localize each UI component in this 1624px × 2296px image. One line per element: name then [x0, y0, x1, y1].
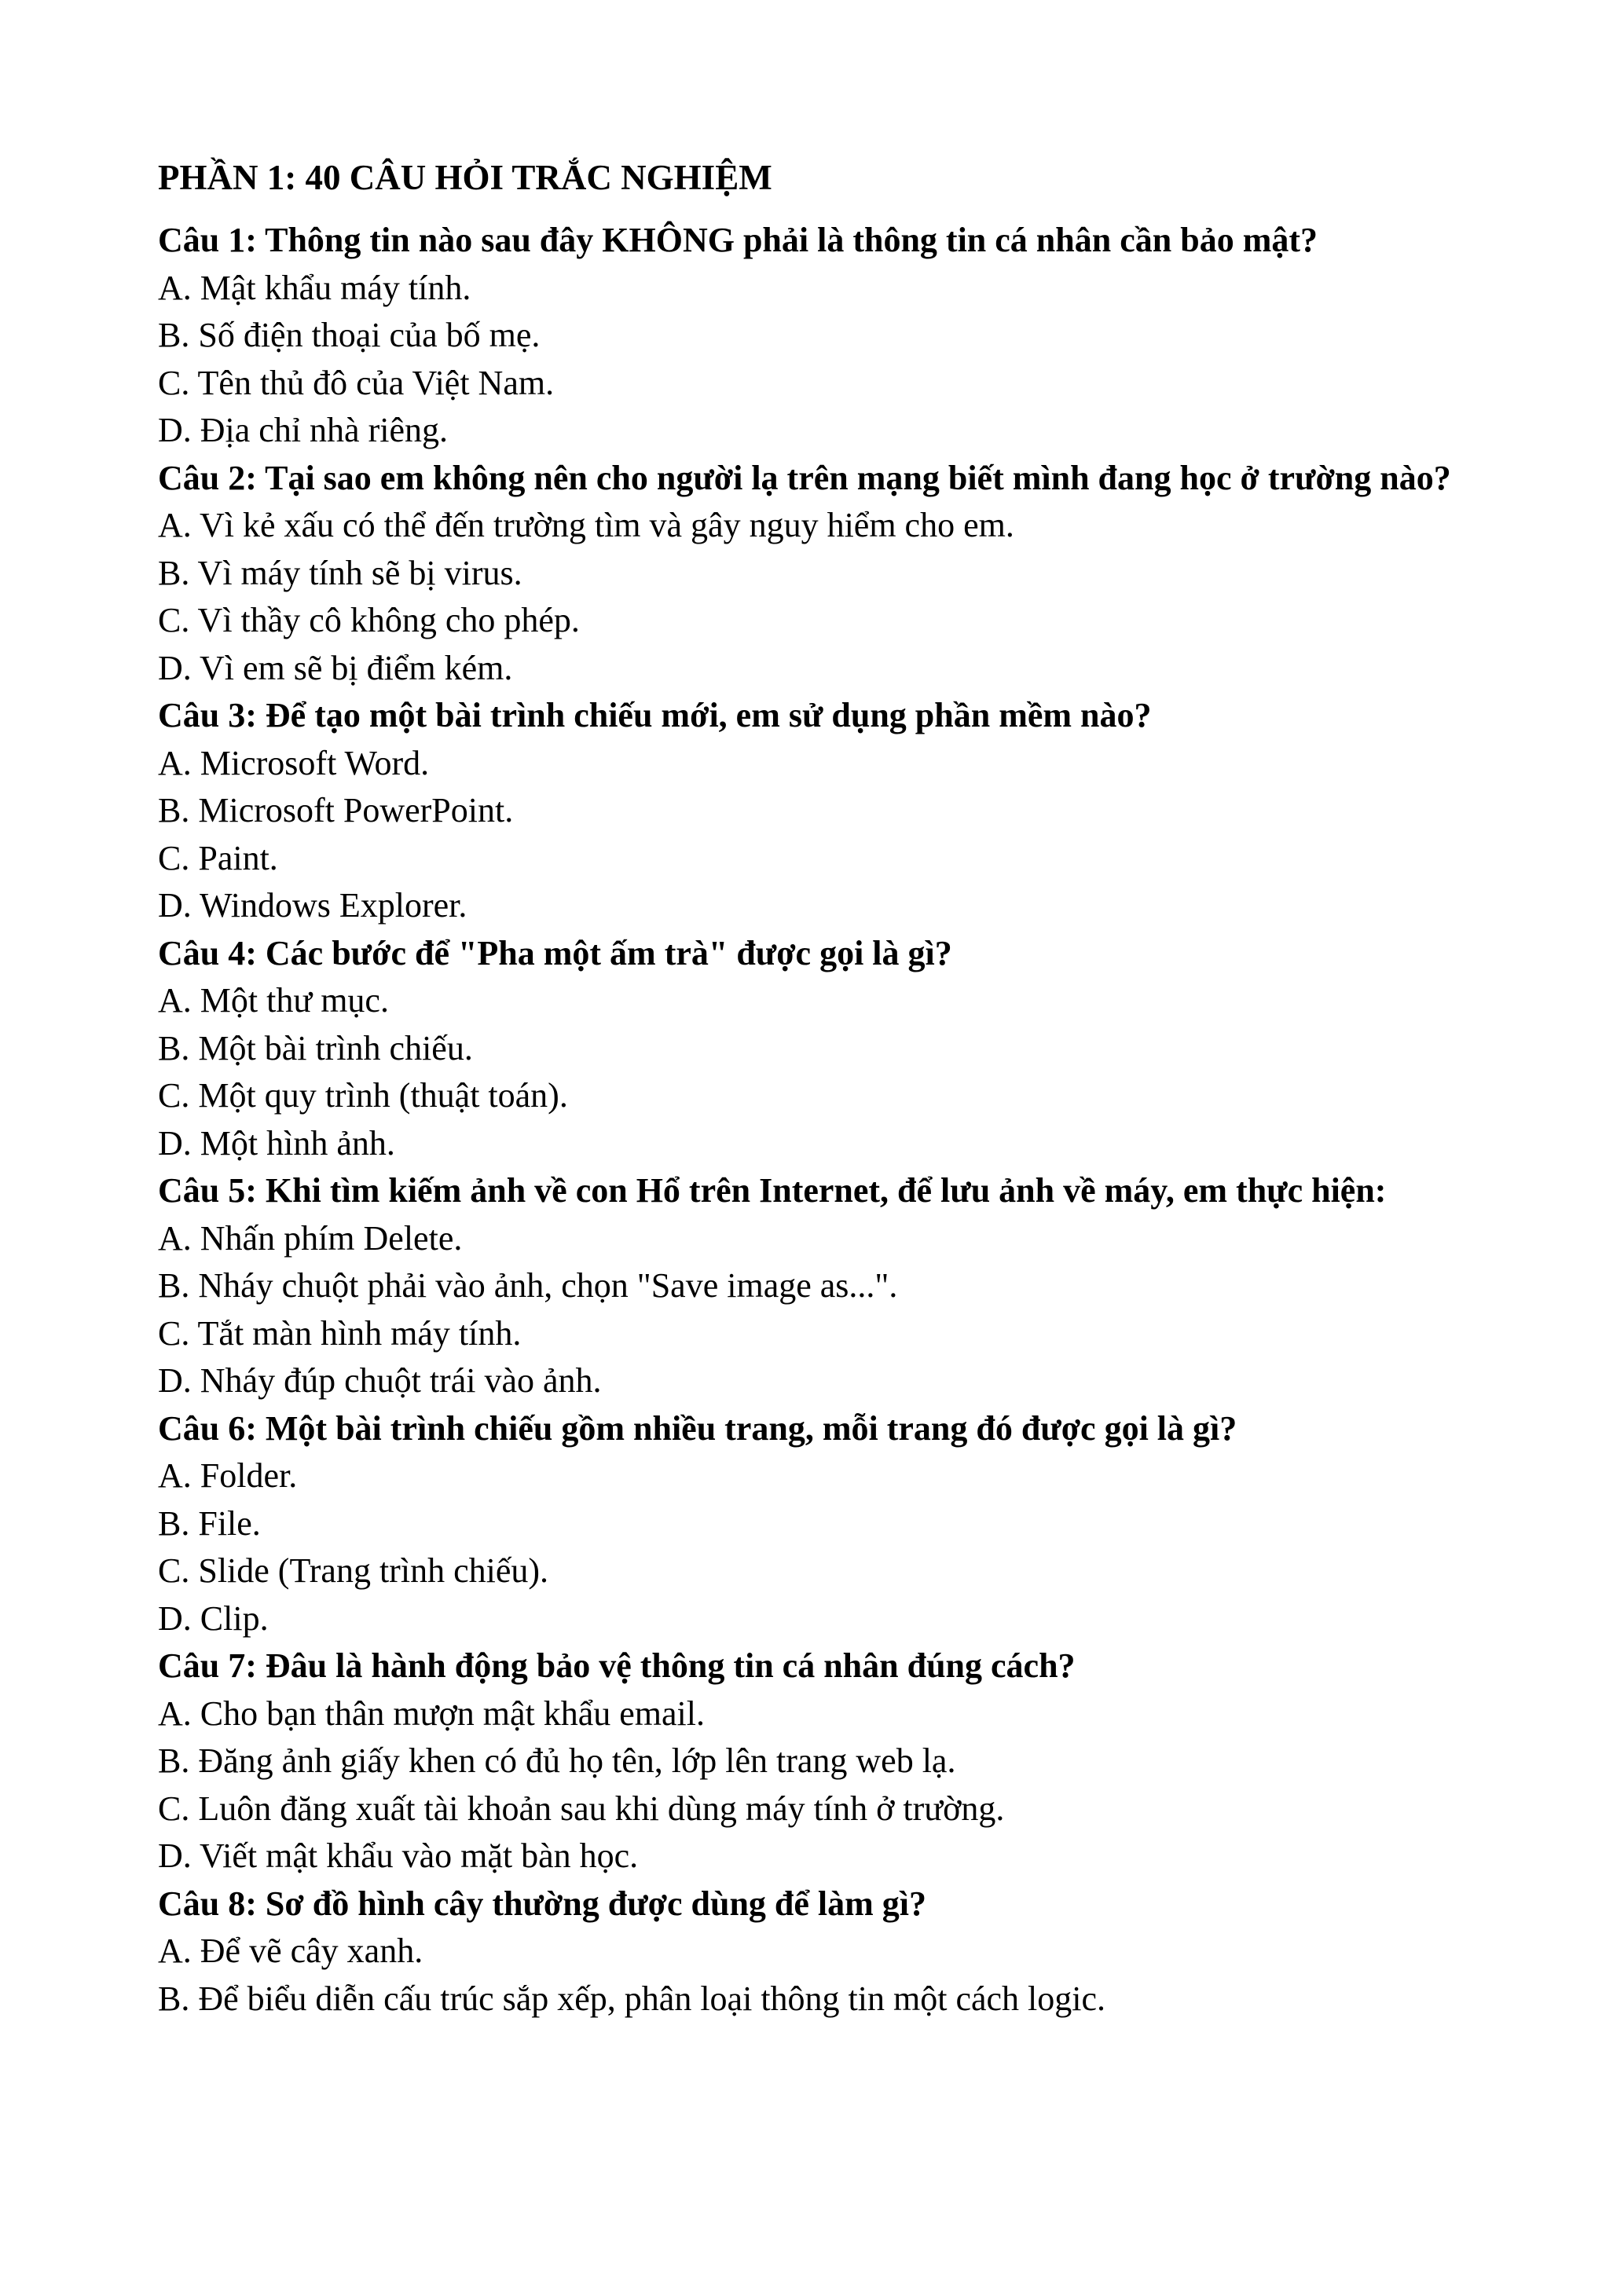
- answer-option: C. Một quy trình (thuật toán).: [158, 1076, 568, 1115]
- answer-option: D. Clip.: [158, 1598, 269, 1638]
- answer-option: C. Vì thầy cô không cho phép.: [158, 601, 580, 639]
- question-2: [158, 455, 1494, 693]
- answer-option: A. Cho bạn thân mượn mật khẩu email.: [158, 1694, 705, 1733]
- question-text: Câu 7: Đâu là hành động bảo vệ thông tin cá nhân đúng cách?: [158, 1646, 1076, 1685]
- answer-option: A. Vì kẻ xấu có thể đến trường tìm và gây nguy hiểm cho em.: [158, 506, 1014, 544]
- answer-option: B. Vì máy tính sẽ bị virus.: [158, 553, 522, 592]
- answer-option: D. Vì em sẽ bị điểm kém.: [158, 648, 513, 687]
- answer-option: B. Một bài trình chiếu.: [158, 1028, 473, 1067]
- document-page: [158, 154, 1494, 2023]
- question-4: [158, 930, 1494, 1168]
- answer-option: C. Luôn đăng xuất tài khoản sau khi dùng máy tính ở trường.: [158, 1789, 1005, 1828]
- answer-option: B. Để biểu diễn cấu trúc sắp xếp, phân loại thông tin một cách logic.: [158, 1979, 1106, 2018]
- question-text: Câu 3: Để tạo một bài trình chiếu mới, em sử dụng phần mềm nào?: [158, 696, 1152, 734]
- answer-option: B. Đăng ảnh giấy khen có đủ họ tên, lớp lên trang web lạ.: [158, 1741, 956, 1780]
- answer-option: A. Mật khẩu máy tính.: [158, 268, 471, 307]
- question-3: [158, 692, 1494, 930]
- answer-option: D. Nháy đúp chuột trái vào ảnh.: [158, 1361, 602, 1400]
- answer-option: C. Tên thủ đô của Việt Nam.: [158, 363, 555, 402]
- answer-option: A. Để vẽ cây xanh.: [158, 1932, 423, 1970]
- answer-option: A. Folder.: [158, 1456, 298, 1495]
- question-7: [158, 1642, 1494, 1880]
- question-text: Câu 5: Khi tìm kiếm ảnh về con Hổ trên Internet, để lưu ảnh về máy, em thực hiện:: [158, 1171, 1387, 1210]
- question-8: [158, 1880, 1494, 2023]
- question-text: Câu 1: Thông tin nào sau đây KHÔNG phải là thông tin cá nhân cần bảo mật?: [158, 221, 1318, 259]
- answer-option: D. Một hình ảnh.: [158, 1123, 395, 1163]
- question-1: [158, 217, 1494, 455]
- question-list: [158, 217, 1494, 2023]
- question-text: Câu 6: Một bài trình chiếu gồm nhiều trang, mỗi trang đó được gọi là gì?: [158, 1408, 1237, 1448]
- question-text: Câu 2: Tại sao em không nên cho người lạ trên mạng biết mình đang học ở trường nào?: [158, 458, 1451, 497]
- answer-option: A. Một thư mục.: [158, 981, 389, 1020]
- section-title: PHẦN 1: 40 CÂU HỎI TRẮC NGHIỆM: [158, 158, 772, 197]
- answer-option: D. Viết mật khẩu vào mặt bàn học.: [158, 1836, 639, 1875]
- answer-option: C. Slide (Trang trình chiếu).: [158, 1551, 548, 1590]
- question-text: Câu 8: Sơ đồ hình cây thường được dùng để làm gì?: [158, 1884, 927, 1923]
- question-6: [158, 1405, 1494, 1643]
- answer-option: C. Tắt màn hình máy tính.: [158, 1313, 522, 1353]
- answer-option: A. Microsoft Word.: [158, 743, 430, 782]
- answer-option: B. Microsoft PowerPoint.: [158, 791, 514, 829]
- answer-option: D. Windows Explorer.: [158, 886, 467, 925]
- answer-option: A. Nhấn phím Delete.: [158, 1218, 463, 1258]
- answer-option: B. Số điện thoại của bố mẹ.: [158, 316, 541, 354]
- question-text: Câu 4: Các bước để "Pha một ấm trà" được gọi là gì?: [158, 933, 952, 972]
- question-5: [158, 1167, 1494, 1405]
- answer-option: D. Địa chỉ nhà riêng.: [158, 411, 448, 449]
- answer-option: B. Nháy chuột phải vào ảnh, chọn "Save image as...".: [158, 1266, 898, 1305]
- answer-option: B. File.: [158, 1503, 261, 1543]
- answer-option: C. Paint.: [158, 838, 278, 877]
